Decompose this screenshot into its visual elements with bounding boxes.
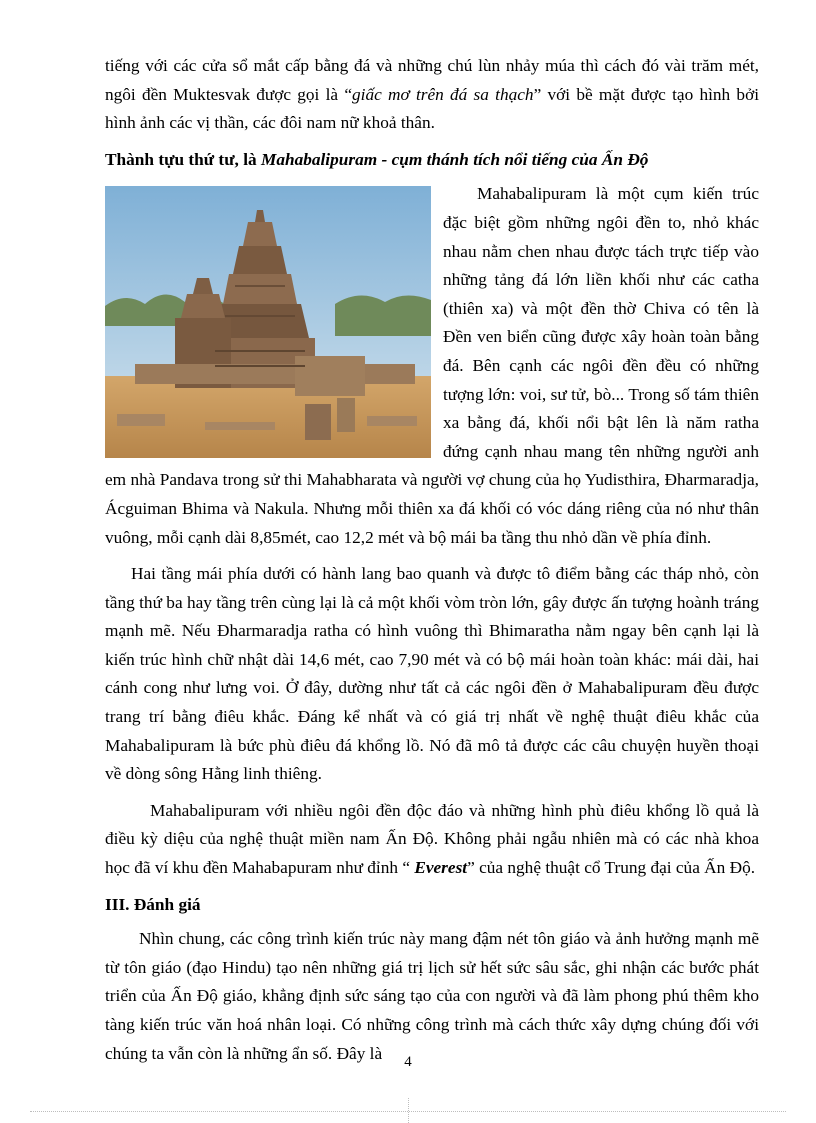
intro-text-1: tiếng với các cửa sổ mắt cấp bằng đá và những chú lùn nhảy múa thì cách đó vài trăm mét, ngôi đền Muktesvak được gọi là “ bbox=[105, 56, 759, 104]
mahabalipuram-paragraph: Mahabalipuram là một cụm kiến trúc đặc biệt gồm những ngôi đền to, nhỏ khác nhau nằm chen nhau được tách trực tiếp vào những tảng đá lớn liền khối như các catha (thiên xa) và một đền thờ Chiva có tên là Đền ven biển cũng được xây hoàn toàn bằng đá. Bên cạnh các ngôi đền đều có những tượng lớn: voi, sư tử, bò... Trong số tám thiên xa bằng đá, khối nổi bật lên là năm ratha đứng cạnh nhau mang tên những người anh em nhà Pandava trong sử thi Mahabharata và người vợ chung của họ Yudisthira, Đharmaradja, Ácguiman Bhima và Nakula. Nhưng mỗi thiên xa đá khối có vóc dáng riêng của nó như thân vuông, mỗi cạnh dài 8,85mét, cao 12,2 mét và bộ mái ba tầng thu nhỏ dần về phía đỉnh. bbox=[105, 184, 759, 547]
heading-4-lead: Thành tựu thứ tư, là bbox=[105, 149, 261, 169]
everest-paragraph bbox=[105, 797, 759, 883]
section-heading-4 bbox=[105, 146, 759, 175]
mahabalipuram-section bbox=[105, 180, 759, 552]
roofs-paragraph: Hai tầng mái phía dưới có hành lang bao quanh và được tô điểm bằng các tháp nhỏ, còn tầng thứ ba hay tầng trên cùng lại là cả một khối vòm tròn lớn, gây được ấn tượng hoành tráng mạnh mẽ. Nếu Đharmaradja ratha có hình vuông thì Bhimaratha nằm ngay bên cạnh lại là kiến trúc hình chữ nhật dài 14,6 mét, cao 7,90 mét và có bộ mái hoàn toàn khác: mái dài, hai cánh cong như lưng voi. Ở đây, dường như tất cả các ngôi đền ở Mahabalipuram đều được trang trí bằng điêu khắc. Đáng kể nhất và có giá trị nhất về nghệ thuật điêu khắc của Mahabalipuram là bức phù điêu đá khổng lồ. Nó đã mô tả được các câu chuyện huyền thoại về dòng sông Hằng linh thiêng. bbox=[105, 564, 759, 784]
everest-text-2: ” của nghệ thuật cổ Trung đại của Ấn Độ. bbox=[467, 858, 756, 878]
everest-text-1: Mahabalipuram với nhiều ngôi đền độc đáo và những hình phù điêu khổng lồ quả là điều kỳ diệu của nghệ thuật miền nam Ấn Độ. Không phải ngẫu nhiên mà có các nhà khoa học đã ví khu đền Mahabapuram như đỉnh “ bbox=[105, 800, 759, 878]
intro-paragraph bbox=[105, 52, 759, 138]
intro-text-2: ” với bề mặt được tạo hình bởi hình ảnh các vị thần, các đôi nam nữ khoả thân. bbox=[105, 84, 760, 133]
heading-4-title: Mahabalipuram - cụm thánh tích nổi tiếng của Ấn Độ bbox=[260, 149, 649, 169]
document-page bbox=[105, 52, 759, 1068]
everest-emphasis: Everest bbox=[414, 858, 468, 878]
section-heading-3: III. Đánh giá bbox=[105, 894, 201, 914]
intro-quote: giấc mơ trên đá sa thạch bbox=[352, 84, 534, 104]
page-number: 4 bbox=[404, 1054, 412, 1070]
footer-center-mark bbox=[408, 1098, 409, 1123]
shore-temple-photo bbox=[105, 186, 431, 458]
evaluation-paragraph: Nhìn chung, các công trình kiến trúc này mang đậm nét tôn giáo và ảnh hưởng mạnh mẽ từ tôn giáo (đạo Hindu) tạo nên những giá trị lịch sử hết sức sâu sắc, ghi nhận các bước phát triển của Ấn Độ giáo, khẳng định sức sáng tạo của con người và đã làm phong phú thêm kho tàng kiến trúc văn hoá nhân loại. Có những công trình mà cách thức xây dựng chúng đối với chúng ta vẫn còn là những ẩn số. Đây là bbox=[105, 929, 759, 1063]
